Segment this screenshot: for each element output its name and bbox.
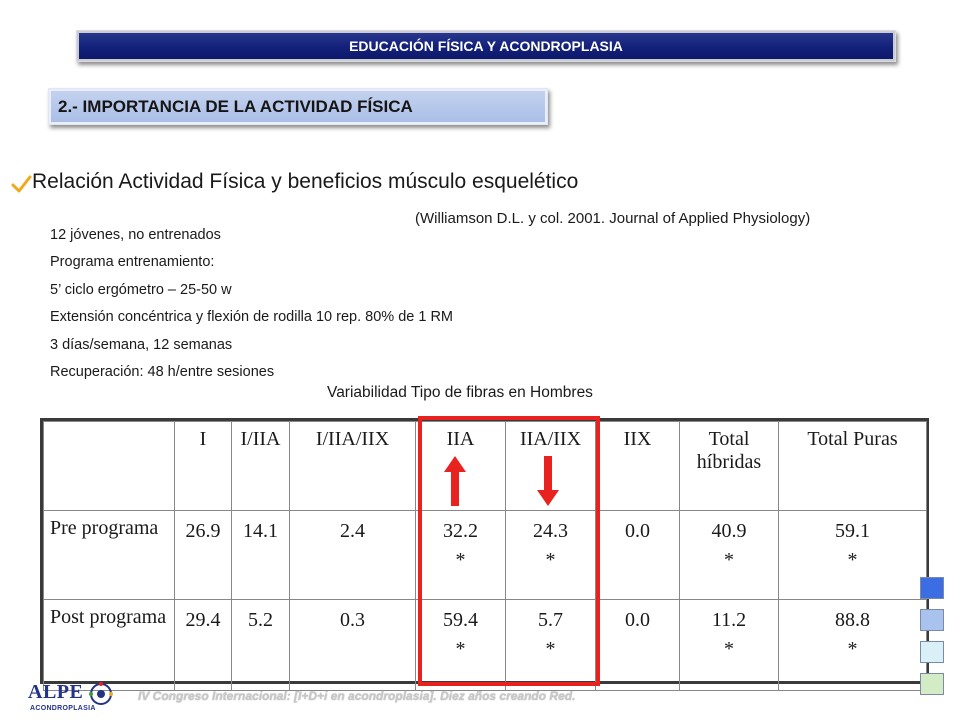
cell-value: 59.4 [443, 609, 478, 631]
cell-value: 2.4 [340, 520, 365, 542]
header-cell: I/IIA [232, 422, 290, 511]
table-cell [596, 511, 680, 600]
detail-item: Programa entrenamiento: [50, 254, 215, 271]
detail-item: 12 jóvenes, no entrenados [50, 227, 221, 243]
row-label: Post programa [44, 600, 175, 691]
citation: (Williamson D.L. y col. 2001. Journal of Applied Physiology) [415, 210, 811, 227]
section-title: 2.- IMPORTANCIA DE LA ACTIVIDAD FÍSICA [58, 96, 413, 116]
significance-mark: * [847, 549, 858, 571]
header-cell: IIA [416, 422, 506, 511]
table-caption: Variabilidad Tipo de fibras en Hombres [327, 384, 593, 401]
significance-mark: * [724, 549, 734, 571]
cell-value: 5.2 [248, 609, 273, 631]
header-cell: I [175, 422, 232, 511]
table-cell [290, 511, 416, 600]
table-cell [232, 600, 290, 691]
table-cell [680, 600, 779, 691]
logo-name: ALPE [28, 681, 84, 703]
header-cell: I/IIA/IIX [290, 422, 416, 511]
table-cell [680, 511, 779, 600]
cell-value: 29.4 [185, 609, 221, 631]
cell-value: 0.0 [625, 520, 650, 542]
cell-value: 24.3 [533, 520, 568, 542]
header-cell: IIA/IIX [506, 422, 596, 511]
header-cell: Total Puras [779, 422, 927, 511]
study-details-list [50, 222, 453, 386]
cell-value: 11.2 [711, 609, 747, 631]
table-cell [175, 511, 232, 600]
cell-value: 32.2 [443, 520, 478, 542]
slide-heading: Relación Actividad Física y beneficios músculo esquelético [32, 170, 579, 193]
logo-subtitle: ACONDROPLASIA [30, 705, 96, 712]
significance-mark: * [545, 638, 556, 660]
significance-mark: * [724, 638, 734, 660]
significance-mark: * [545, 549, 556, 571]
cell-value: 40.9 [711, 520, 747, 542]
table-cell [232, 511, 290, 600]
header-cell: Total híbridas [680, 422, 779, 511]
table-cell [175, 600, 232, 691]
significance-mark: * [455, 638, 466, 660]
cell-value: 5.7 [538, 609, 563, 631]
detail-item: Extensión concéntrica y flexión de rodilla 10 rep. 80% de 1 RM [50, 309, 453, 326]
row-label: Pre programa [44, 511, 175, 600]
detail-item: 5’ ciclo ergómetro – 25-50 w [50, 281, 232, 298]
detail-item: Recuperación: 48 h/entre sesiones [50, 364, 275, 381]
decorative-swatch [920, 577, 944, 599]
detail-item: 3 días/semana, 12 semanas [50, 336, 233, 353]
decorative-swatch [920, 609, 944, 631]
cell-value: 88.8 [835, 609, 870, 631]
banner-title: EDUCACIÓN FÍSICA Y ACONDROPLASIA [349, 38, 623, 54]
arrow-up-icon [444, 456, 466, 506]
header-cell-empty [44, 422, 175, 511]
cell-value: 0.0 [625, 609, 650, 631]
table-cell [779, 600, 927, 691]
header-banner [76, 30, 896, 62]
header-cell: IIX [596, 422, 680, 511]
table-cell [596, 600, 680, 691]
significance-mark: * [847, 638, 858, 660]
significance-mark: * [455, 549, 466, 571]
alpe-logo-icon [86, 682, 116, 706]
decorative-swatch [920, 641, 944, 663]
checkmark-icon [10, 173, 32, 195]
cell-value: 14.1 [243, 520, 278, 542]
cell-value: 26.9 [185, 520, 221, 542]
table-cell [779, 511, 927, 600]
section-box [48, 88, 548, 125]
cell-value: 59.1 [835, 520, 870, 542]
footer-text: IV Congreso Internacional: [I+D+i en acondroplasia]. Diez años creando Red. [138, 689, 576, 703]
cell-value: 0.3 [340, 609, 365, 631]
decorative-swatch [920, 673, 944, 695]
arrow-down-icon [537, 456, 559, 506]
table-cell [290, 600, 416, 691]
